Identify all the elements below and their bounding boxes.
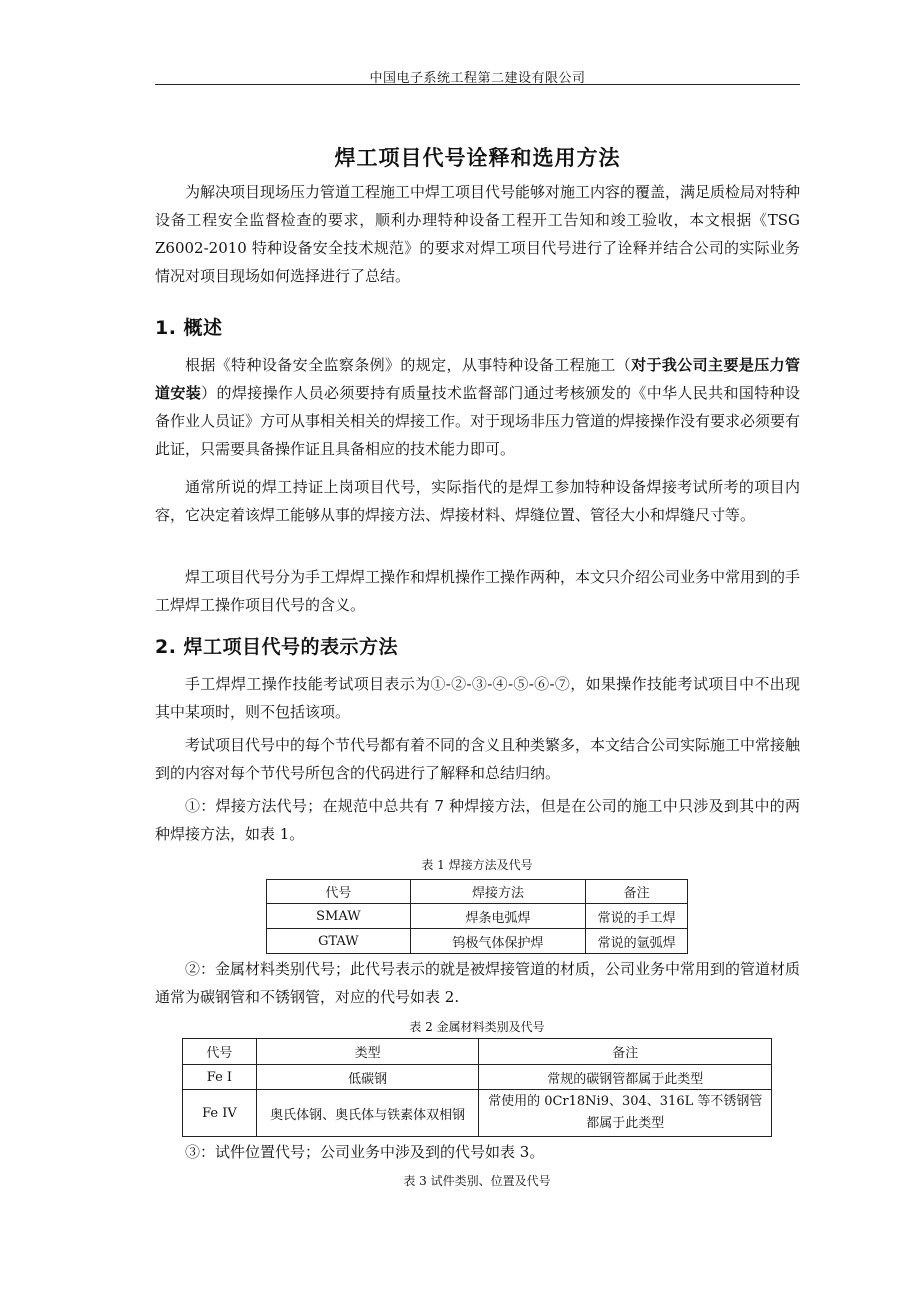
table-cell: 低碳钢 (256, 1065, 479, 1090)
table-3-caption: 表 3 试件类别、位置及代号 (403, 1174, 551, 1188)
section-1-paragraph-3: 焊工项目代号分为手工焊焊工操作和焊机操作工操作两种，本文只介绍公司业务中常用到的手工焊焊工操作项目代号的含义。 (155, 568, 801, 614)
company-header: 中国电子系统工程第二建设有限公司 (369, 71, 586, 86)
intro-paragraph: 为解决项目现场压力管道工程施工中焊工项目代号能够对施工内容的覆盖，满足质检局对特种设备工程安全监督检查的要求，顺利办理特种设备工程开工告知和竣工验收，本文根据《TSG Z6002-2010 特种设备安全技术规范》的要求对焊工项目代号进行了诠释并结合公司的实际业务情况对项目现场如何选择进行了总结。 (155, 183, 801, 285)
page-title: 焊工项目代号诠释和选用方法 (334, 146, 621, 170)
table-cell: 常说的手工焊 (586, 904, 688, 929)
section-2-paragraph-1: 手工焊焊工操作技能考试项目表示为①-②-③-④-⑤-⑥-⑦，如果操作技能考试项目中不出现其中某项时，则不包括该项。 (155, 675, 800, 721)
table-header-cell: 备注 (479, 1039, 772, 1065)
header-divider (155, 84, 800, 85)
section-2-paragraph-5: ③：试件位置代号；公司业务中涉及到的代号如表 3。 (185, 1143, 545, 1161)
table-row (267, 904, 688, 929)
table-cell: 常说的氩弧焊 (586, 929, 688, 954)
table-row (183, 1090, 772, 1137)
table-header-cell: 代号 (183, 1039, 257, 1065)
emphasis-text: 对于我公司主要是压力管道安装 (155, 356, 800, 402)
section-1-heading: 1. 概述 (155, 317, 223, 339)
table-cell: 常使用的 0Cr18Ni9、304、316L 等不锈钢管都属于此类型 (479, 1090, 772, 1137)
table-header-cell: 类型 (256, 1039, 479, 1065)
table-header-cell: 备注 (586, 880, 688, 904)
table-cell: 焊条电弧焊 (410, 904, 586, 929)
table-cell: Fe IV (183, 1090, 257, 1137)
table-2 (182, 1038, 772, 1137)
section-2-paragraph-4: ②：金属材料类别代号；此代号表示的就是被焊接管道的材质，公司业务中常用到的管道材质通常为碳钢管和不锈钢管，对应的代号如表 2. (155, 960, 801, 1006)
section-2-paragraph-2: 考试项目代号中的每个节代号都有着不同的含义且种类繁多，本文结合公司实际施工中常接触到的内容对每个节代号所包含的代码进行了解释和总结归纳。 (155, 736, 801, 782)
section-1-paragraph-2: 通常所说的焊工持证上岗项目代号，实际指代的是焊工参加特种设备焊接考试所考的项目内容，它决定着该焊工能够从事的焊接方法、焊接材料、焊缝位置、管径大小和焊缝尺寸等。 (155, 478, 800, 524)
section-2-paragraph-3: ①：焊接方法代号；在规范中总共有 7 种焊接方法，但是在公司的施工中只涉及到其中的两种焊接方法，如表 1。 (155, 797, 800, 843)
table-cell: 钨极气体保护焊 (410, 929, 586, 954)
table-row (267, 929, 688, 954)
table-cell: 常规的碳钢管都属于此类型 (479, 1065, 772, 1090)
table-cell: GTAW (267, 929, 411, 954)
table-header-row (183, 1039, 772, 1065)
table-cell: SMAW (267, 904, 411, 929)
table-header-row (267, 880, 688, 904)
section-2-heading: 2. 焊工项目代号的表示方法 (155, 636, 399, 658)
table-header-cell: 焊接方法 (410, 880, 586, 904)
table-2-caption: 表 2 金属材料类别及代号 (409, 1020, 545, 1034)
table-1 (266, 879, 688, 954)
table-cell: 奥氏体钢、奥氏体与铁素体双相钢 (256, 1090, 479, 1137)
section-1-paragraph-1: 根据《特种设备安全监察条例》的规定，从事特种设备工程施工（对于我公司主要是压力管道安装）的焊接操作人员必须要持有质量技术监督部门通过考核颁发的《中华人民共和国特种设备作业人员证》方可从事相关相关的焊接工作。对于现场非压力管道的焊接操作没有要求必须要有此证，只需要具备操作证且具备相应的技术能力即可。 (155, 356, 801, 458)
table-cell: Fe I (183, 1065, 257, 1090)
table-row (183, 1065, 772, 1090)
table-header-cell: 代号 (267, 880, 411, 904)
table-1-caption: 表 1 焊接方法及代号 (421, 858, 533, 872)
